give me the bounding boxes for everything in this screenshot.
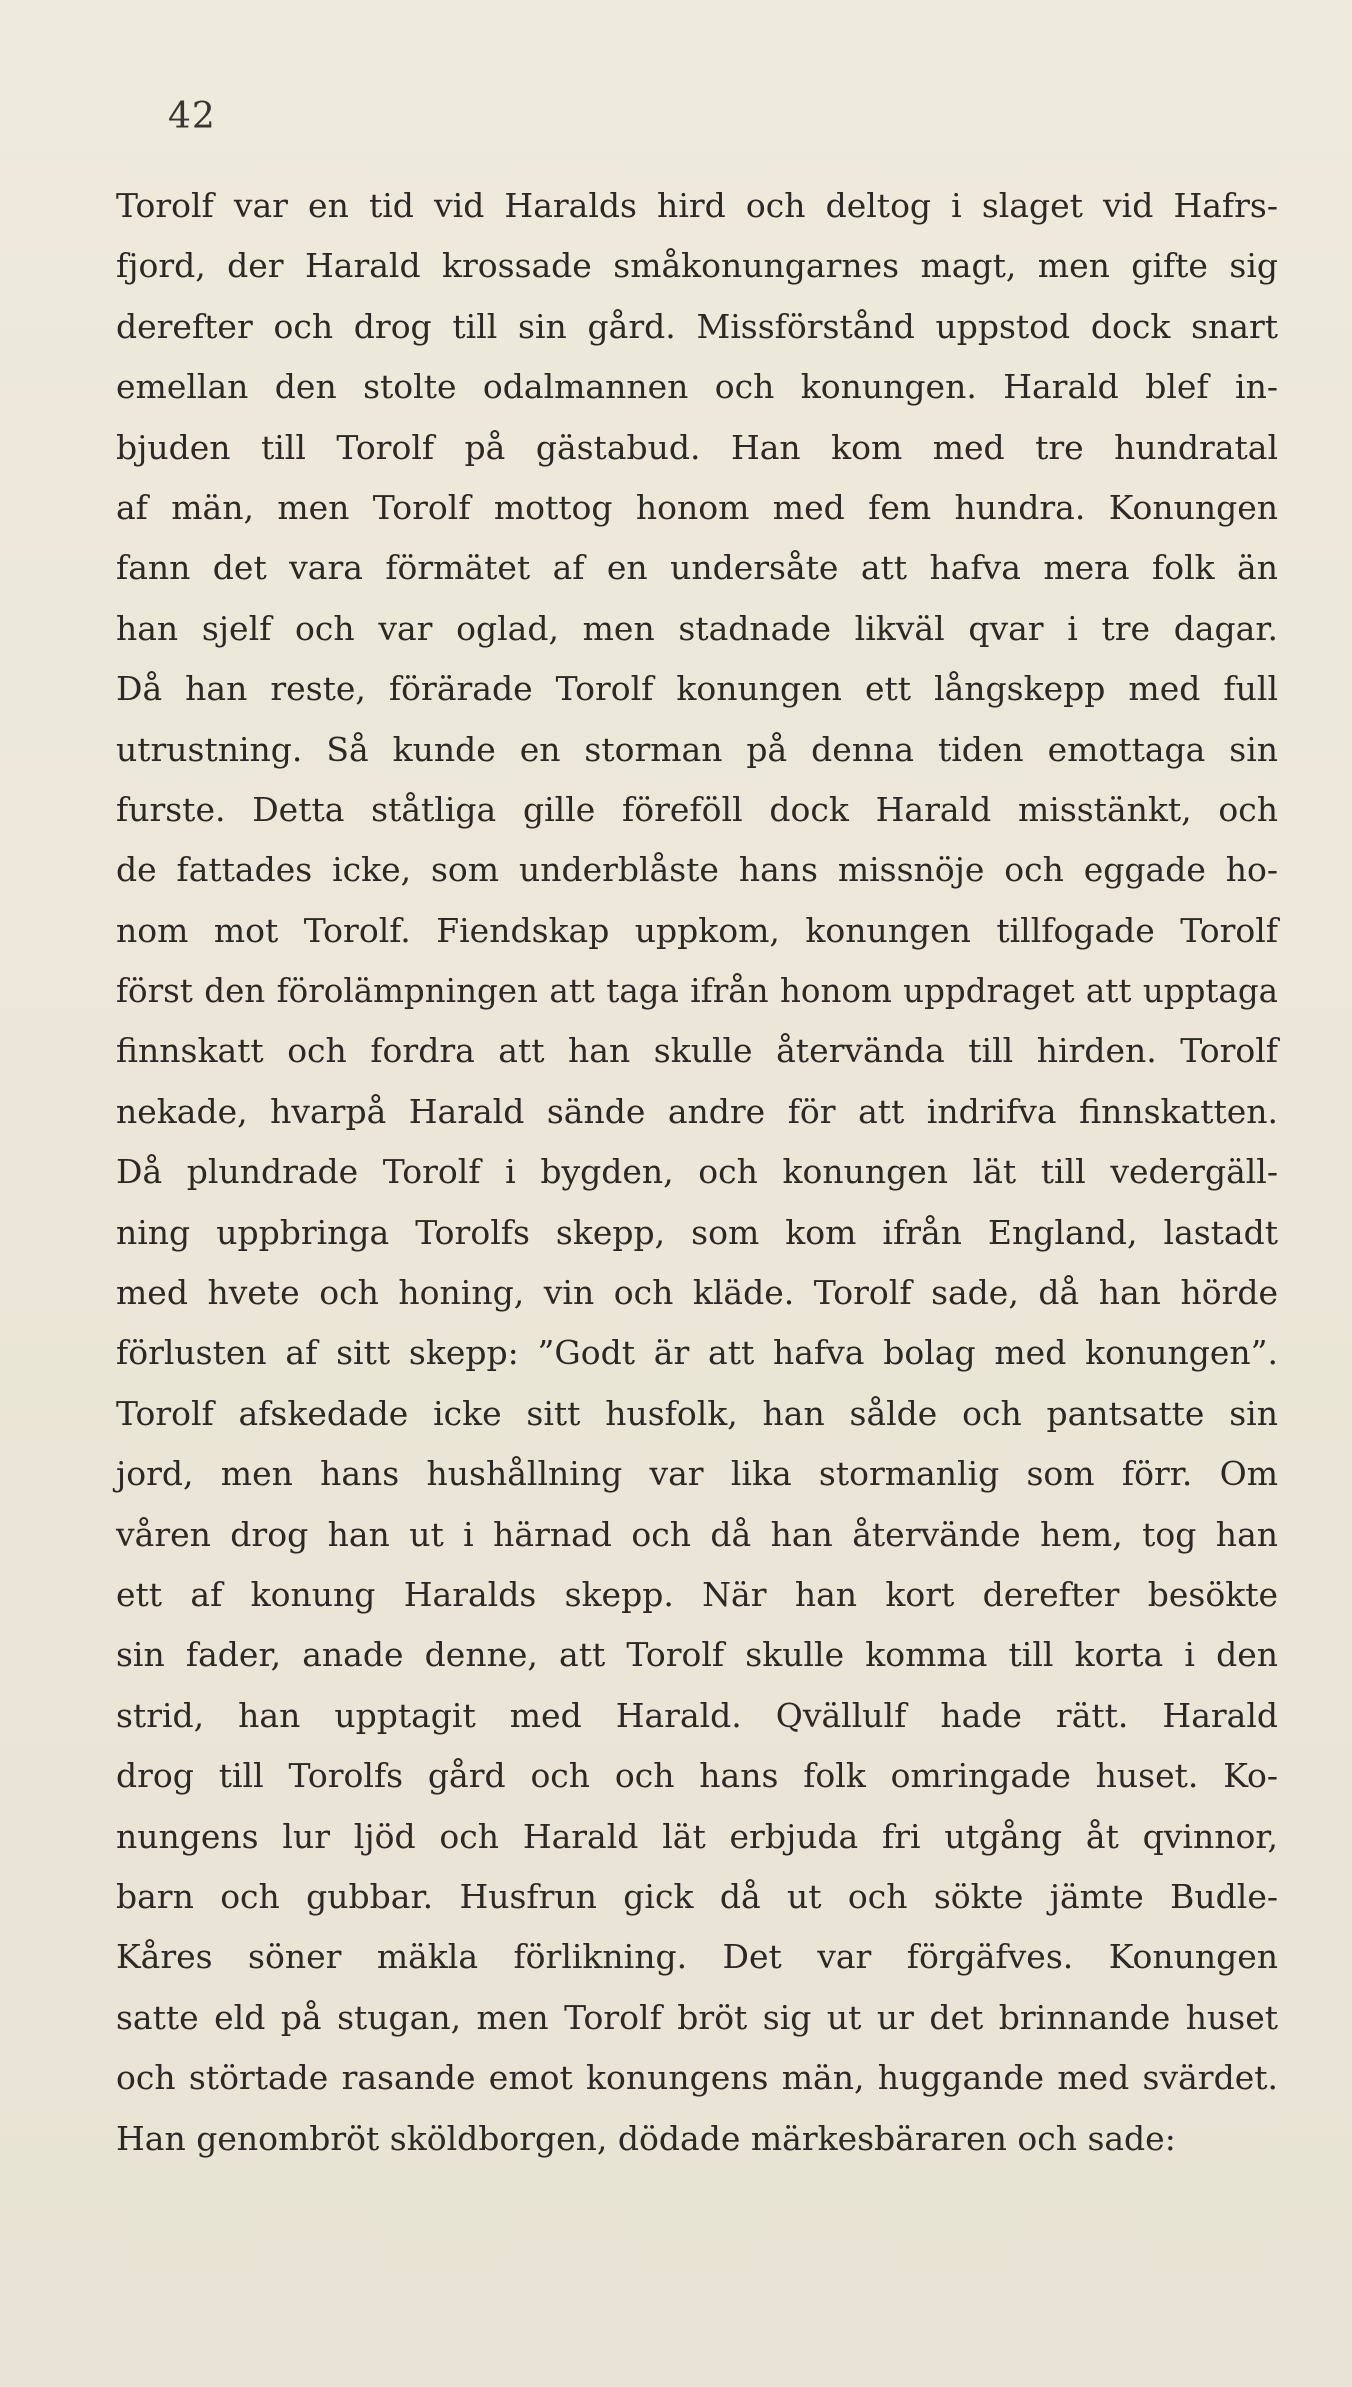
page-number: 42 (168, 96, 216, 137)
text-line: barn och gubbar. Husfrun gick då ut och sökte jämte Budle- (116, 1876, 1278, 1916)
text-line: drog till Torolfs gård och och hans folk omringade huset. Ko- (116, 1756, 1278, 1796)
text-line: bjuden till Torolf på gästabud. Han kom med tre hundratal (116, 427, 1278, 467)
text-line: nungens lur ljöd och Harald lät erbjuda fri utgång åt qvinnor, (116, 1816, 1278, 1856)
text-line: ett af konung Haralds skepp. När han kort derefter besökte (116, 1574, 1278, 1614)
text-line: Kåres söner mäkla förlikning. Det var förgäfves. Konungen (116, 1937, 1278, 1977)
text-line: Torolf afskedade icke sitt husfolk, han sålde och pantsatte sin (116, 1393, 1278, 1433)
text-line: af män, men Torolf mottog honom med fem hundra. Konungen (116, 487, 1278, 527)
text-line: ning uppbringa Torolfs skepp, som kom ifrån England, lastadt (116, 1212, 1278, 1252)
text-line: med hvete och honing, vin och kläde. Torolf sade, då han hörde (116, 1273, 1278, 1313)
text-line: förlusten af sitt skepp: ”Godt är att hafva bolag med konungen”. (116, 1333, 1278, 1373)
text-line: han sjelf och var oglad, men stadnade likväl qvar i tre dagar. (116, 608, 1278, 648)
text-line: Då han reste, förärade Torolf konungen ett långskepp med full (116, 669, 1278, 709)
text-line: fjord, der Harald krossade småkonungarnes magt, men gifte sig (116, 246, 1278, 286)
text-line: derefter och drog till sin gård. Missförstånd uppstod dock snart (116, 306, 1278, 346)
text-line: först den förolämpningen att taga ifrån honom uppdraget att upptaga (116, 972, 1278, 1011)
body-text (116, 176, 1278, 2169)
text-line: och störtade rasande emot konungens män, huggande med svärdet. (116, 2058, 1278, 2098)
text-line: våren drog han ut i härnad och då han återvände hem, tog han (116, 1514, 1278, 1554)
text-line: Han genombröt sköldborgen, dödade märkesbäraren och sade: (116, 2118, 1176, 2158)
text-line: de fattades icke, som underblåste hans missnöje och eggade ho- (116, 850, 1278, 890)
text-line: sin fader, anade denne, att Torolf skulle komma till korta i den (116, 1635, 1278, 1675)
text-line: jord, men hans hushållning var lika stormanlig som förr. Om (116, 1454, 1278, 1494)
text-line: emellan den stolte odalmannen och konungen. Harald blef in- (116, 367, 1278, 407)
text-line: furste. Detta ståtliga gille föreföll dock Harald misstänkt, och (116, 789, 1278, 829)
text-line: fann det vara förmätet af en undersåte att hafva mera folk än (116, 548, 1278, 588)
text-line: Då plundrade Torolf i bygden, och konungen lät till vedergäll- (116, 1152, 1278, 1192)
text-line: nekade, hvarpå Harald sände andre för att indrifva finnskatten. (116, 1091, 1278, 1131)
text-line: utrustning. Så kunde en storman på denna tiden emottaga sin (116, 729, 1278, 769)
text-line: finnskatt och fordra att han skulle återvända till hirden. Torolf (116, 1031, 1278, 1071)
text-line: nom mot Torolf. Fiendskap uppkom, konungen tillfogade Torolf (116, 910, 1278, 950)
text-line: Torolf var en tid vid Haralds hird och deltog i slaget vid Hafrs- (116, 186, 1278, 225)
text-line: satte eld på stugan, men Torolf bröt sig ut ur det brinnande huset (116, 1997, 1278, 2037)
text-line: strid, han upptagit med Harald. Qvällulf hade rätt. Harald (116, 1695, 1278, 1735)
